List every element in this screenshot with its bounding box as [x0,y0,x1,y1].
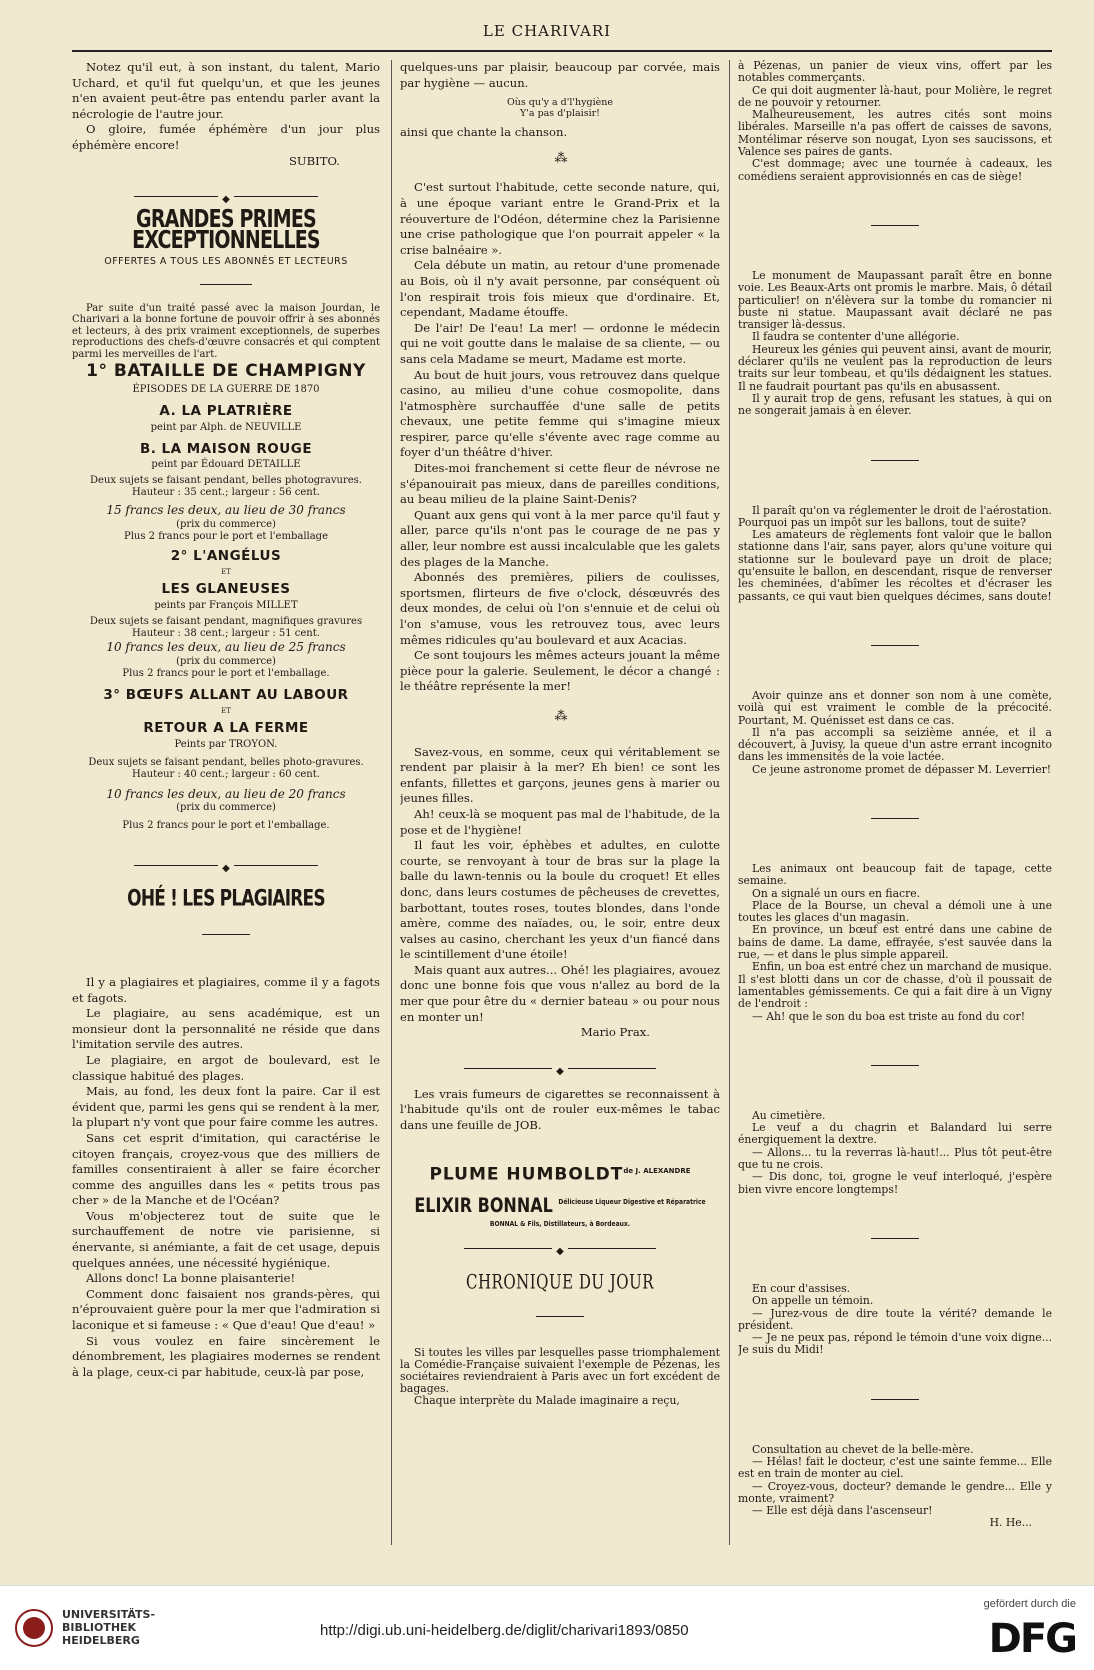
paragraph: Mais quant aux autres... Ohé! les plagiaires, avouez donc une bonne fois que vous n'allez au bord de la mer que pour être du « dernier bateau » ou pour nous en monter un! [400,962,720,1024]
advertisement-plume [400,1164,720,1183]
divider: ◆ [400,1063,720,1073]
paragraph: C'est surtout l'habitude, cette seconde nature, qui, à une époque variant entre le Grand-Prix et la réouverture de l'Odéon, détermine chez la Parisienne une crise pathologique que l'on pourrait appeler « la crise balnéaire ». [400,180,720,257]
conjunction: ET [221,568,231,577]
paragraph: — Dis donc, toi, grogne le veuf interloqué, j'espère bien vivre encore longtemps! [738,1170,1052,1196]
university-seal-icon [14,1608,54,1648]
paragraph: Ce sont toujours les mêmes acteurs jouant la même pièce pour la galerie. Seulement, le décor a changé : le théâtre représente la mer! [400,648,720,694]
ad-tagline: Délicieuse Liqueur Digestive et Réparatrice BONNAL & Fils, Distillateurs, à Bordeaux. [489,1198,706,1228]
paragraph: De l'air! De l'eau! La mer! — ordonne le médecin qui ne voit goutte dans le malaise de sa cliente, — ou sans cela Madame se meurt, Madame est morte. [400,320,720,366]
paragraph: — Croyez-vous, docteur? demande le gendre... Elle y monte, vraiment? [738,1479,1052,1505]
paragraph: Il paraît qu'on va réglementer le droit de l'aérostation. Pourquoi pas un impôt sur les ballons, tout de suite? [738,503,1052,529]
paragraph: Malheureusement, les autres cités sont moins libérales. Marseille n'a pas offert de caisses de savons, Montélimar réserve son nougat, Lyon ses saucissons, et Valence ses paires de gants. [738,108,1052,159]
paragraph: — Elle est déjà dans l'ascenseur! [752,1504,933,1518]
paragraph: Il faut les voir, éphèbes et adultes, en culotte courte, se renvoyant à tour de bras sur la plage la balle du lawn-tennis ou la boule du croquet! Et elles donc, dans leurs costumes de pêcheuses de crevettes, barbottant, toutes roses, toutes blondes, dans l'onde amère, comme des naïades, ou, le soir, entre deux valses au casino, cherchant les yeux d'un fiancé dans le scintillement d'une étoile! [400,838,720,962]
painter: peint par Alph. de NEUVILLE [150,421,302,433]
item-title: 2° L'ANGÉLUS [170,547,282,564]
paragraph: Enfin, un boa est entré chez un marchand de musique. Il s'est blotti dans un cor de chasse, d'où il poussait de lamentables gémissements. Ce qui a fait dire à un Vigny de l'endroit : [738,960,1052,1011]
subheadline: OFFERTES A TOUS LES ABONNÉS ET LECTEURS [104,256,348,268]
paragraph: Au cimetière. [752,1108,826,1122]
paragraph: Le veuf a du chagrin et Balandard lui serre énergiquement la dextre. [738,1121,1052,1147]
paragraph: Les animaux ont beaucoup fait de tapage, cette semaine. [738,861,1052,888]
item-title: A. LA PLATRIÈRE [159,403,293,420]
price-note: (prix du commerce) [176,802,276,814]
paragraph: Abonnés des premières, piliers de coulisses, sportsmen, flirteurs de five o'clock, désœuvrés des deux mondes, de celui où l'on s'ennuie et de celui où l'on s'amuse, vous les retrouvez tous, avec leurs mêmes ridicules qu'au boulevard et aux Acacias. [400,570,720,647]
paragraph: — Allons... tu la reverras là-haut!... Plus tôt peut-être que tu ne crois. [738,1145,1052,1172]
column-rule [729,60,730,1545]
paragraph: quelques-uns par plaisir, beaucoup par corvée, mais par hygiène — aucun. [400,60,720,90]
permalink-url[interactable]: http://digi.ub.uni-heidelberg.de/diglit/charivari1893/0850 [320,1622,689,1639]
divider [871,645,919,646]
paragraph: — Hélas! fait le docteur, c'est une sainte femme... Elle est en train de monter au ciel. [738,1455,1052,1481]
paragraph: Il y a plagiaires et plagiaires, comme il y a fagots et fagots. [72,974,380,1005]
quote-line: Y'a pas d'plaisir! [520,108,600,120]
item-title: B. LA MAISON ROUGE [139,440,313,457]
masthead: LE CHARIVARI [482,22,612,40]
item-title: LES GLANEUSES [161,581,291,598]
paragraph: Consultation au chevet de la belle-mère. [752,1442,974,1456]
dfg-logo: DFG [988,1616,1076,1662]
paragraph: Ce jeune astronome promet de dépasser M. Leverrier! [752,762,1052,776]
library-name-line: BIBLIOTHEK [62,1621,137,1634]
shipping-note: Plus 2 francs pour le port et l'emballage. [122,820,330,832]
price: 15 francs les deux, au lieu de 30 francs [106,503,346,518]
song-quote [400,97,720,119]
divider [202,934,250,935]
paragraph: Le plagiaire, au sens académique, est un monsieur dont la personnalité ne réside que dans l'imitation servile des autres. [72,1006,380,1052]
paragraph: — Je ne peux pas, répond le témoin d'une voix digne... Je suis du Midi! [738,1331,1052,1357]
paragraph: En cour d'assises. [752,1281,851,1295]
divider [871,225,919,226]
paragraph: — Ah! que le son du boa est triste au fond du cor! [752,1009,1026,1023]
divider [200,284,252,285]
library-name [62,1608,155,1647]
paragraph: Si toutes les villes par lesquelles passe triomphalement la Comédie-Française suivaient l'exemple de Pézenas, les sociétaires reviendraient à Paris avec un fort excédent de bagages. [400,1346,720,1396]
price-note: (prix du commerce) [176,655,276,667]
divider: ◆ [72,860,380,870]
quote-line: Oùs qu'y a d'l'hygiène [507,97,613,109]
item-title: 3° BŒUFS ALLANT AU LABOUR [103,686,349,703]
paragraph: Le monument de Maupassant paraît être en bonne voie. Les Beaux-Arts ont promis le marbre. Mais, ô détail particulier! on n'élèvera sur la tombe du romancier ni buste ni statue. Maupassant avait déclaré ne pas transiger là-dessus. [738,268,1052,332]
ad-name: PLUME HUMBOLDT [429,1164,624,1185]
library-name-line: UNIVERSITÄTS- [62,1608,156,1621]
price: 10 francs les deux, au lieu de 25 francs [106,640,346,654]
paragraph: Allons donc! La bonne plaisanterie! [86,1271,296,1286]
divider [871,1065,919,1066]
column-2 [400,60,720,1545]
paragraph: Le plagiaire, en argot de boulevard, est le classique habitué des plages. [72,1052,380,1083]
paragraph: — Jurez-vous de dire toute la vérité? demande le président. [738,1306,1052,1332]
divider: ◆ [72,191,380,201]
asterism: ⁂ [554,708,566,724]
paragraph: Ah! ceux-là se moquent pas mal de l'habitude, de la pose et de l'hygiène! [400,806,720,837]
divider: ◆ [400,1243,720,1253]
divider [871,1399,919,1400]
signature: H. He... [989,1516,1032,1530]
divider [871,460,919,461]
masthead-rule [72,50,1052,52]
item-title: RETOUR A LA FERME [143,720,309,737]
paragraph: Si vous voulez en faire sincèrement le dénombrement, les plagiaires modernes se rendent à la plage, ceux-ci par habitude, ceux-là par pose, [72,1333,380,1379]
painter: peint par Édouard DETAILLE [151,459,301,471]
description: Deux sujets se faisant pendant, belles photo-gravures. Hauteur : 40 cent.; largeur : 60 cent. [88,756,364,780]
paragraph: Notez qu'il eut, à son instant, du talent, Mario Uchard, et qu'il fut quelqu'un, et que les jeunes n'en avaient peut-être pas entendu parler avant la nécrologie de l'autre jour. [72,60,380,121]
advertisement-elixir [400,1193,720,1236]
paragraph: Cela débute un matin, au retour d'une promenade au Bois, où il n'y avait personne, par conséquent où l'on respirait trois fois mieux que d'ordinaire. Et, cependant, Madame étouffe. [400,258,720,320]
paragraph: C'est dommage; avec une tournée à cadeaux, les comédiens seraient approvisionnés en cas de siège! [738,157,1052,183]
paragraph: à Pézenas, un panier de vieux vins, offert par les notables commerçants. [738,60,1052,85]
ad-name: ELIXIR BONNAL [414,1193,553,1217]
description: Deux sujets se faisant pendant, magnifiques gravures Hauteur : 38 cent.; largeur : 51 cent. [89,616,363,639]
funding-label: gefördert durch die [983,1598,1076,1610]
headline: OHÉ ! LES PLAGIAIRES [127,886,325,913]
item-subtitle: ÉPISODES DE LA GUERRE DE 1870 [132,384,320,396]
paragraph: Heureux les génies qui peuvent ainsi, avant de mourir, déclarer qu'ils ne veulent pas la reproduction de leurs traits sur leur tombeau, et qu'ils dédaignent les statues. Il ne faudrait pourtant pas qu'ils en abusassent. [738,342,1052,393]
column-1 [72,60,380,1545]
paragraph: Il n'a pas accompli sa seizième année, et il a découvert, à Juvisy, la queue d'un astre errant incognito dans les immensités de la voie lactée. [738,725,1052,764]
signature: Mario Prax. [580,1025,650,1040]
paragraph: Savez-vous, en somme, ceux qui véritablement se rendent par plaisir à la mer? Eh bien! ce sont les enfants, fillettes et garçons, jeunes gens à marier ou jeunes filles. [400,744,720,806]
paragraph: Les amateurs de règlements font valoir que le ballon stationne dans l'air, sans payer, alors qu'une voiture qui stationne sur le boulevard paye un droit de place; qu'ensuite le ballon, en descendant, risque de renverser les cheminées, d'abîmer les récoltes et d'écraser les passants, ce qui vaut bien quelques décimes, sans doute! [738,528,1052,603]
paragraph: Par suite d'un traité passé avec la maison Jourdan, le Charivari a la bonne fortune de pouvoir offrir à ses abonnés et lecteurs, à des prix vraiment exceptionnels, de superbes reproductions des chefs-d'œuvre consacrés et qui comptent parmi les merveilles de l'art. [72,302,380,360]
paragraph: On appelle un témoin. [752,1294,874,1308]
paragraph: Mais, au fond, les deux font la paire. Car il est évident que, parmi les gens qui se rendent à la mer, la plupart n'y vont que pour faire comme les autres. [72,1084,380,1130]
description: Deux sujets se faisant pendant, belles photogravures. Hauteur : 35 cent.; largeur : 56 cent. [90,475,362,499]
column-rule [391,60,392,1545]
viewer-footer [0,1585,1094,1670]
paragraph: Avoir quinze ans et donner son nom à une comète, voilà qui est vraiment le comble de la précocité. Pourtant, M. Quénisset est dans ce cas. [738,688,1052,727]
paragraph: Sans cet esprit d'imitation, qui caractérise le citoyen français, croyez-vous que des milliers de familles consentiraient à aller se faire écorcher comme des anguilles dans les « petits trous pas cher » de la Manche et de l'Océan? [72,1130,380,1208]
paragraph: En province, un bœuf est entré dans une cabine de bains de dame. La dame, effrayée, s'est sauvée dans la rue, — et dans le plus simple appareil. [738,923,1052,962]
asterism: ⁂ [554,150,566,166]
paragraph: Dites-moi franchement si cette fleur de névrose ne s'épanouirait pas mieux, dans de pareilles conditions, au beau milieu de la plaine Saint-Denis? [400,461,720,507]
paragraph: ainsi que chante la chanson. [400,125,568,140]
price-note: (prix du commerce) [176,518,276,530]
paragraph: Vous m'objecterez tout de suite que le surchauffement de notre vie parisienne, si énervante, si anémiante, a fait de cet usage, depuis quelques années, une nécessité hygiénique. [72,1208,380,1270]
shipping-note: Plus 2 francs pour le port et l'emballage. [122,667,330,679]
paragraph: Au bout de huit jours, vous retrouvez dans quelque casino, au milieu d'une cohue cosmopolite, dans l'atmosphère surchauffée d'une salle de petits chevaux, une petite femme qui s'imagine mieux respirer, parce qu'elle s'évente avec rage comme au foyer d'un théâtre d'hiver. [400,367,720,460]
price: 10 francs les deux, au lieu de 20 francs [106,786,346,801]
painter: peints par François MILLET [154,600,298,611]
section-title: CHRONIQUE DU JOUR [465,1269,655,1294]
paragraph: Comment donc faisaient nos grands-pères, qui n'éprouvaient guère pour la mer que l'admiration si laconique et si fameuse : « Que d'eau! Que d'eau! » [72,1286,380,1333]
paragraph: Ce qui doit augmenter là-haut, pour Molière, le regret de ne pouvoir y retourner. [738,83,1052,109]
library-name-line: HEIDELBERG [62,1634,140,1647]
divider [871,1238,919,1239]
conjunction: ET [221,707,231,716]
paragraph: Il faudra se contenter d'une allégorie. [752,330,960,344]
paragraph: Chaque interprète du Malade imaginaire a reçu, [414,1394,680,1408]
painter: Peints par TROYON. [174,738,278,750]
signature: SUBITO. [288,153,340,168]
paragraph: On a signalé un ours en fiacre. [752,886,921,900]
paragraph: Quant aux gens qui vont à la mer parce qu'il faut y aller, parce qu'ils n'ont pas le courage de ne pas y aller, leur nombre est aussi incalculable que les galets des plages de la Manche. [400,507,720,569]
ad-maker: de J. ALEXANDRE [623,1166,691,1175]
column-3 [738,60,1052,1545]
paragraph: O gloire, fumée éphémère d'un jour plus éphémère encore! [72,122,380,152]
paragraph: Les vrais fumeurs de cigarettes se reconnaissent à l'habitude qu'ils ont de rouler eux-mêmes le tabac dans une feuille de JOB. [400,1086,720,1133]
divider [536,1316,584,1317]
headline: GRANDES PRIMES EXCEPTIONNELLES [132,205,320,255]
item-title: 1° BATAILLE DE CHAMPIGNY [86,361,366,382]
shipping-note: Plus 2 francs pour le port et l'emballage [123,530,329,542]
paragraph: Il y aurait trop de gens, refusant les statues, à qui on ne songerait jamais à en élever. [738,391,1052,418]
divider [871,818,919,819]
paragraph: Place de la Bourse, un cheval a démoli une à une toutes les glaces d'un magasin. [738,898,1052,925]
